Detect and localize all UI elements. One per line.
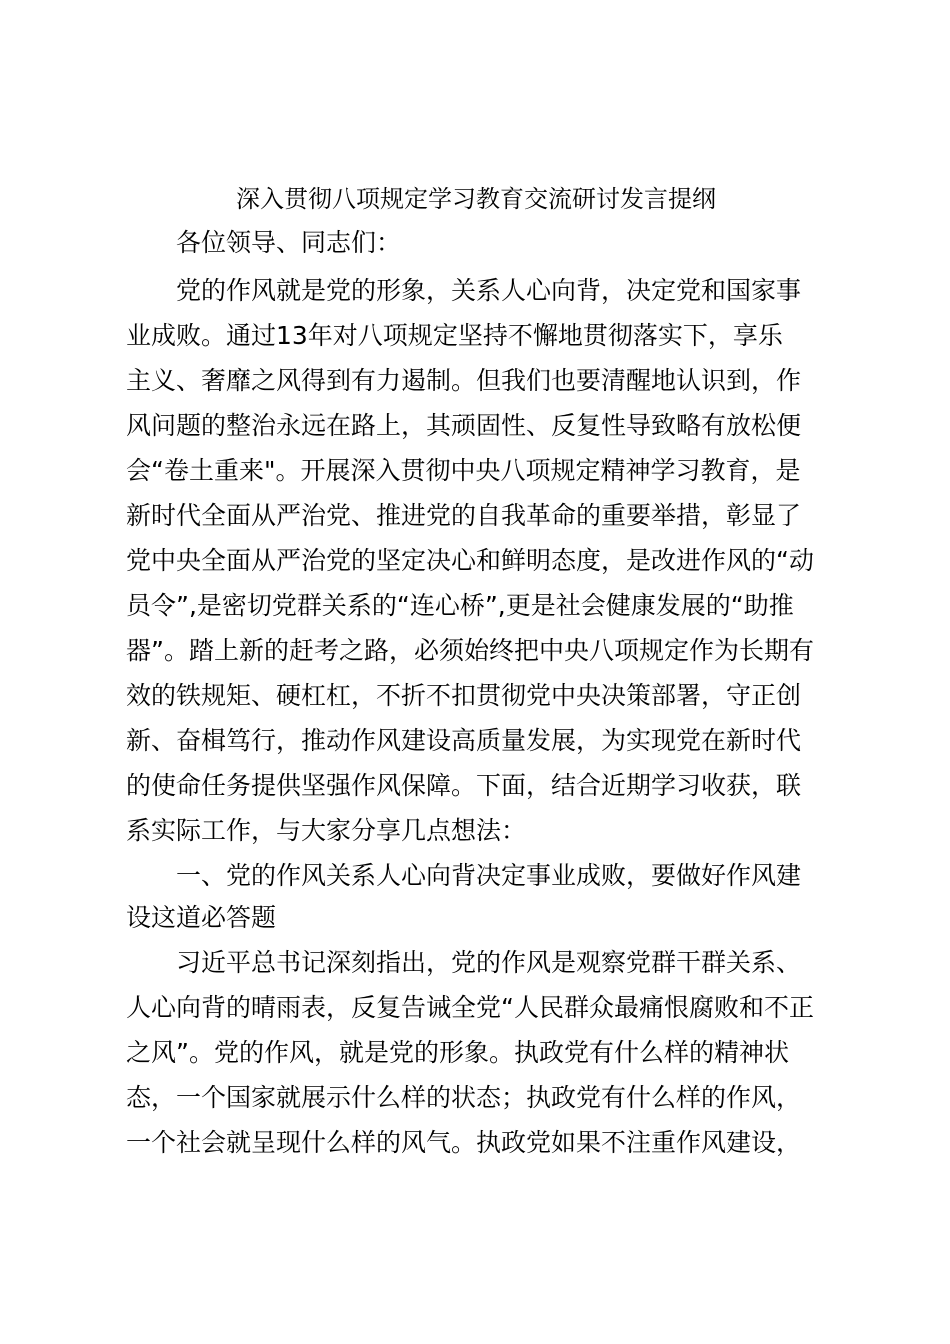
section-heading: 一、党的作风关系人心向背决定事业成败，要做好作风建 (176, 861, 802, 890)
document-title: 深入贯彻八项规定学习教育交流研讨发言提纲 (236, 185, 716, 213)
paragraph-line: 效的铁规矩、硬杠杠，不折不扣贯彻党中央决策部署，守正创 (126, 681, 802, 710)
paragraph-line: 器”。踏上新的赶考之路，必须始终把中央八项规定作为长期有 (126, 636, 814, 665)
paragraph-line: 会“卷土重来"。开展深入贯彻中央八项规定精神学习教育，是 (126, 456, 801, 485)
paragraph-line: 新时代全面从严治党、推进党的自我革命的重要举措，彰显了 (126, 501, 802, 530)
paragraph-line: 系实际工作，与大家分享几点想法： (126, 816, 527, 845)
paragraph-line: 习近平总书记深刻指出，党的作风是观察党群干群关系、 (176, 948, 802, 977)
paragraph-line: 主义、奢靡之风得到有力遏制。但我们也要清醒地认识到，作 (126, 366, 802, 395)
greeting: 各位领导、同志们： (176, 228, 402, 257)
paragraph-line: 党的作风就是党的形象，关系人心向背，决定党和国家事 (176, 276, 802, 305)
paragraph-line: 风问题的整治永远在路上，其顽固性、反复性导致略有放松便 (126, 411, 802, 440)
paragraph-line: 一个社会就呈现什么样的风气。执政党如果不注重作风建设， (126, 1128, 802, 1157)
paragraph-line: 业成败。通过13年对八项规定坚持不懈地贯彻落实下，享乐 (126, 321, 783, 350)
paragraph-line: 员令”,是密切党群关系的“连心桥”,更是社会健康发展的“助推 (126, 591, 794, 620)
paragraph-line: 党中央全面从严治党的坚定决心和鲜明态度，是改进作风的“动 (126, 546, 814, 575)
paragraph-line: 人心向背的晴雨表，反复告诫全党“人民群众最痛恨腐败和不正 (126, 993, 814, 1022)
paragraph-line: 之风”。党的作风，就是党的形象。执政党有什么样的精神状 (126, 1038, 789, 1067)
paragraph-line: 的使命任务提供坚强作风保障。下面，结合近期学习收获，联 (126, 771, 802, 800)
section-heading: 设这道必答题 (126, 903, 277, 932)
paragraph-line: 新、奋楫笃行，推动作风建设高质量发展，为实现党在新时代 (126, 726, 802, 755)
paragraph-line: 态，一个国家就展示什么样的状态；执政党有什么样的作风， (126, 1083, 802, 1112)
